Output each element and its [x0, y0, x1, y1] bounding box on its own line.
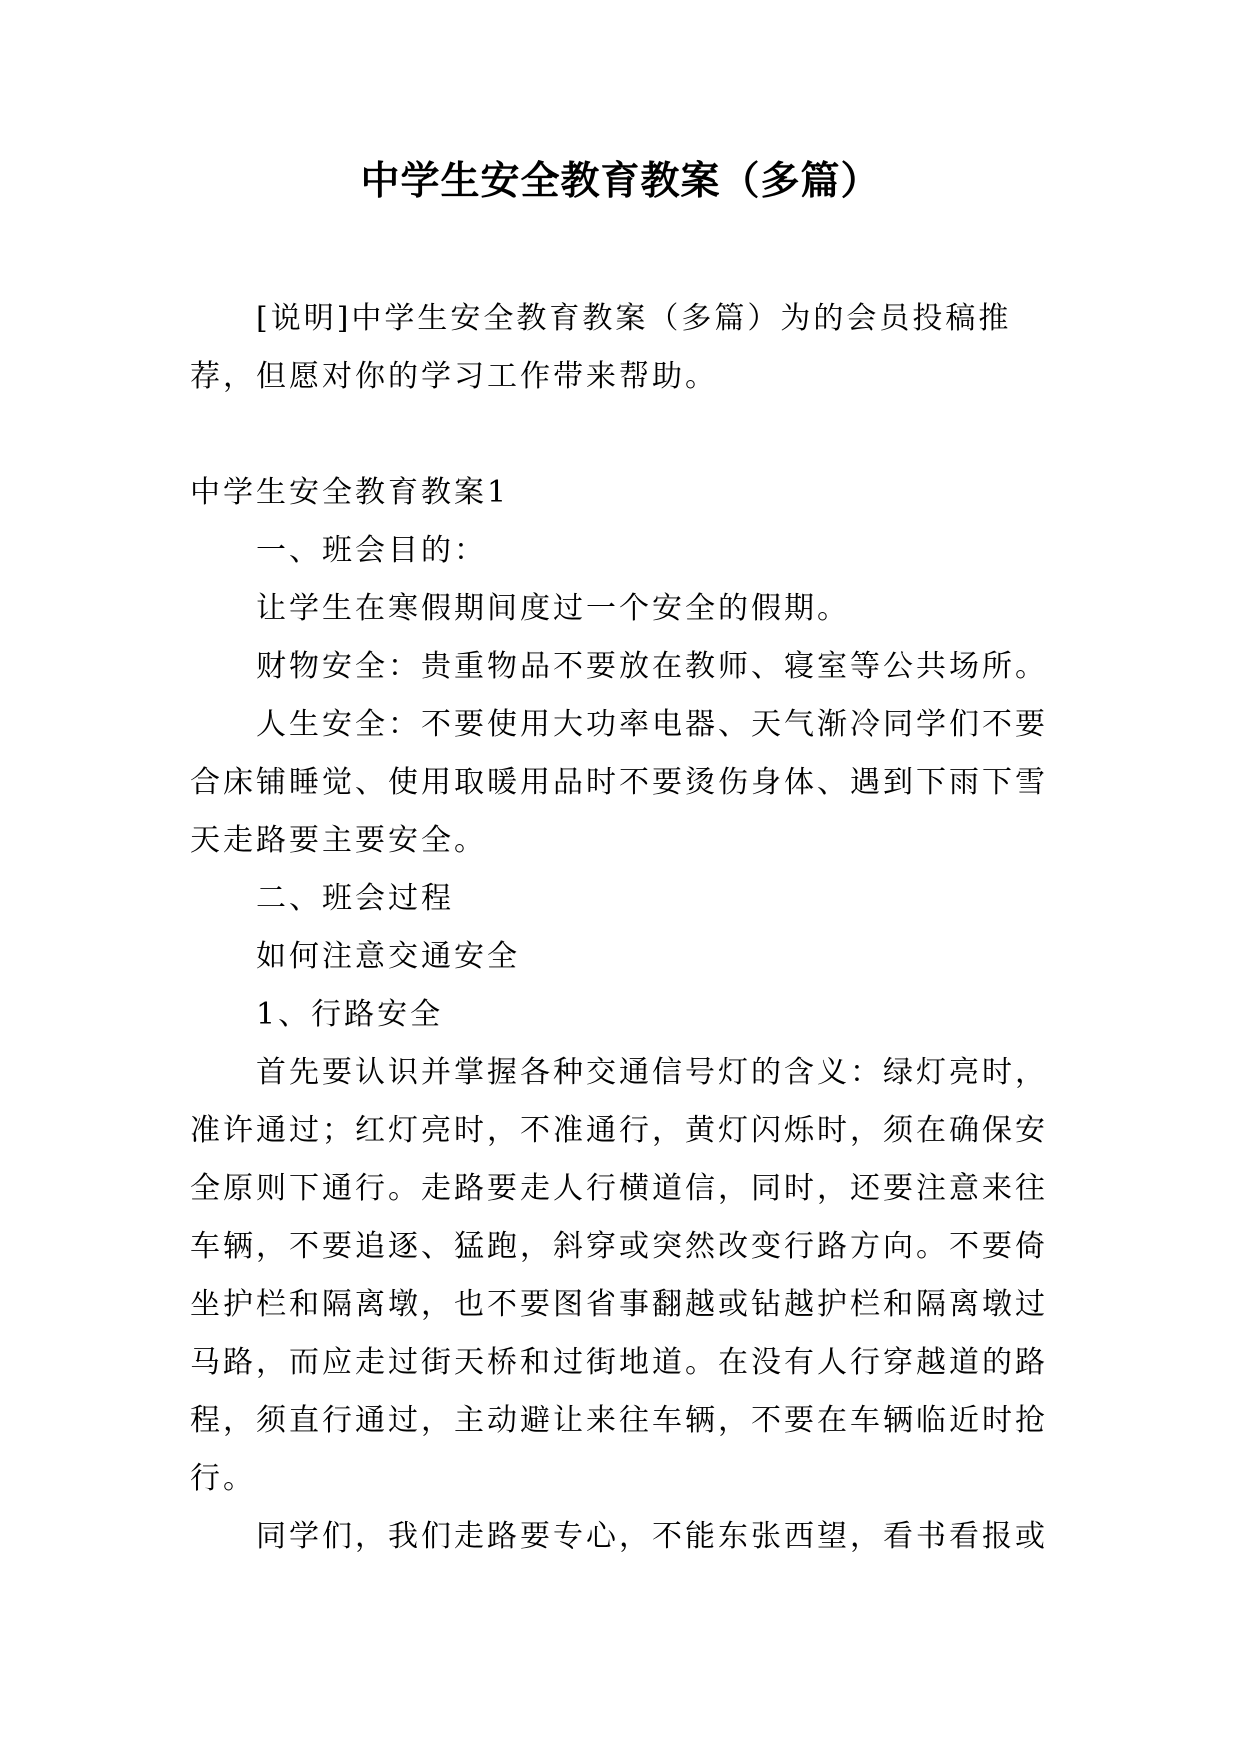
paragraph: 财物安全：贵重物品不要放在教师、寝室等公共场所。: [256, 649, 1048, 684]
paragraph: 1、行路安全: [256, 997, 444, 1032]
document-title: 中学生安全教育教案（多篇）: [360, 159, 881, 204]
paragraph: 二、班会过程: [256, 881, 454, 916]
paragraph: 人生安全：不要使用大功率电器、天气渐冷同学们不要合床铺睡觉、使用取暖用品时不要烫伤身体、遇到下雨下雪天走路要主要安全。: [190, 707, 1048, 858]
paragraph: 一、班会目的：: [256, 533, 487, 568]
note-paragraph: [说明]中学生安全教育教案（多篇）为的会员投稿推荐，但愿对你的学习工作带来帮助。: [190, 301, 1012, 394]
paragraph: 如何注意交通安全: [256, 939, 520, 974]
paragraph: 同学们，我们走路要专心，不能东张西望，看书看报或: [256, 1519, 1048, 1554]
document-body: [190, 290, 1060, 1566]
paragraph: 首先要认识并掌握各种交通信号灯的含义：绿灯亮时，准许通过；红灯亮时，不准通行，黄灯闪烁时，须在确保安全原则下通行。走路要走人行横道信，同时，还要注意来往车辆，不要追逐、猛跑，斜穿或突然改变行路方向。不要倚坐护栏和隔离墩，也不要图省事翻越或钻越护栏和隔离墩过马路，而应走过街天桥和过街地道。在没有人行穿越道的路程，须直行通过，主动避让来往车辆，不要在车辆临近时抢行。: [190, 1055, 1048, 1496]
paragraph: 让学生在寒假期间度过一个安全的假期。: [256, 591, 850, 626]
section-heading: 中学生安全教育教案1: [190, 475, 510, 510]
